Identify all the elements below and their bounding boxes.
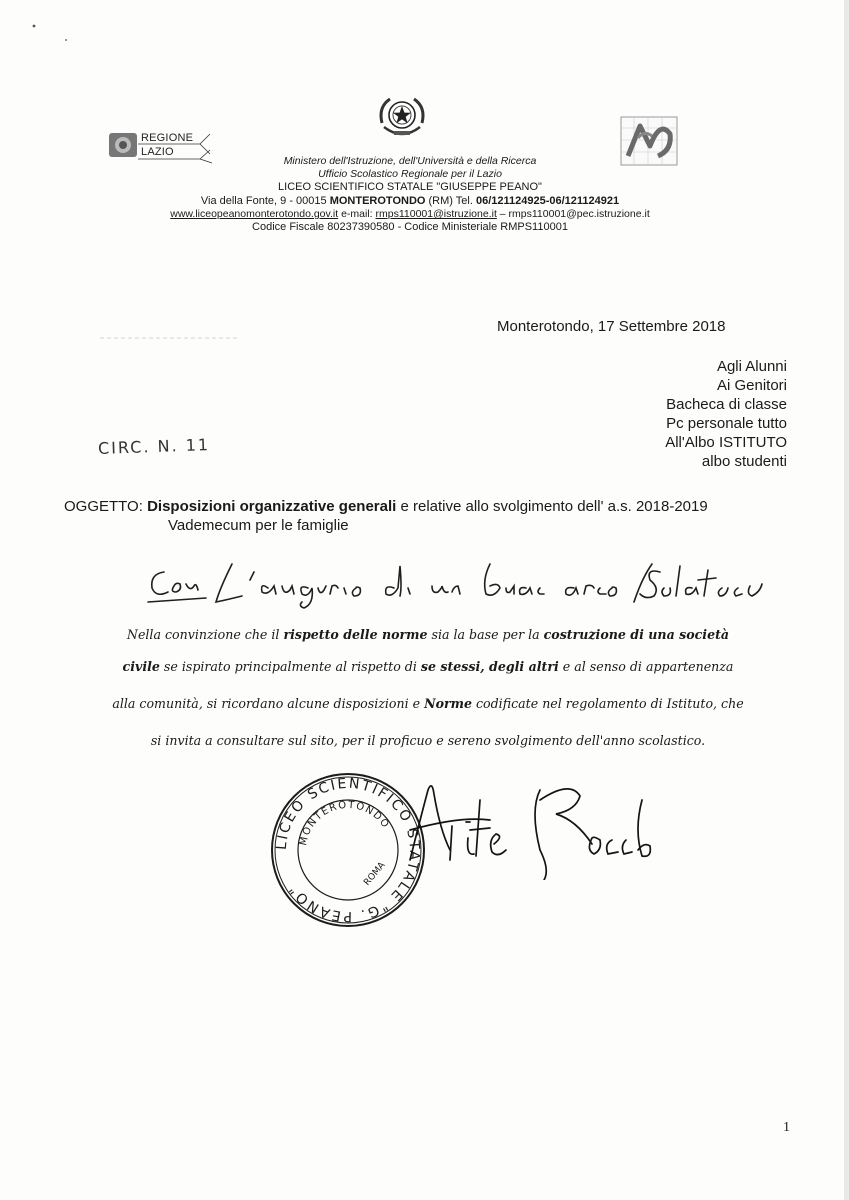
italian-republic-emblem-icon [376,93,428,141]
faint-scan-mark [100,328,240,344]
handwritten-wish [146,558,766,610]
scan-specks [30,22,70,52]
handwritten-signature [380,760,680,880]
recipient: Agli Alunni [716,358,787,375]
recipient: All'Albo ISTITUTO [665,434,787,451]
recipients-list [665,357,787,471]
stamp-inner-text: MONTEROTONDO [298,799,392,847]
subject-line: OGGETTO: Disposizioni organizzative generali e relative allo svolgimento dell' a.s. 2018-2019 [64,498,708,515]
subject-line-2: Vademecum per le famiglie [168,517,349,534]
subject-bold: Disposizioni organizzative generali [147,498,397,515]
email-link[interactable]: rmps110001@istruzione.it [375,208,497,220]
phone-number: 06/121124925-06/121124921 [475,195,620,207]
contact-line: www.liceopeanomonterotondo.gov.it e-mail: rmps110001@istruzione.it – rmps110001@pec.istruzione.it [170,208,650,220]
letter-date: Monterotondo, 17 Settembre 2018 [497,318,726,335]
svg-text:MONTEROTONDO [298,800,391,847]
pec-address: – rmps110001@pec.istruzione.it [496,208,650,220]
body-line: Nella convinzione che il rispetto delle norme sia la base per la costruzione di una società [126,627,730,642]
address-line: Via della Fonte, 9 - 00015 MONTEROTONDO (RM) Tel. 06/121124925-06/121124921 [200,195,620,207]
recipient: albo studenti [701,453,787,470]
stamp-city-text: ROMA [362,860,388,888]
ministry-line: Ministero dell'Istruzione, dell'Università e della Ricerca [283,155,537,167]
recipient: Ai Genitori [716,377,787,394]
codes-line: Codice Fiscale 80237390580 - Codice Ministeriale RMPS110001 [252,221,568,233]
body-line: alla comunità, si ricordano alcune disposizioni e Norme codificate nel regolamento di Istituto, che [112,696,744,711]
recipient: Bacheca di classe [666,396,787,413]
office-line: Ufficio Scolastico Regionale per il Lazio [318,168,502,180]
scan-edge [844,0,849,1200]
regione-label: REGIONE [141,132,194,144]
school-name: LICEO SCIENTIFICO STATALE "GIUSEPPE PEANO" [278,181,542,193]
recipient: Pc personale tutto [666,415,787,432]
stamp-outer-text: LICEO SCIENTIFICO STATALE "G. PEANO" [273,775,423,925]
body-line: si invita a consultare sul sito, per il proficuo e sereno svolgimento dell'anno scolastico. [150,733,706,748]
lazio-label: LAZIO [141,146,174,158]
circular-number-handwritten: CIRC. N. 11 [97,435,211,458]
subject-block [64,497,708,535]
website-link[interactable]: www.liceopeanomonterotondo.gov.it [170,208,339,220]
body-line: civile se ispirato principalmente al rispetto di se stessi, degli altri e al senso di appartenenza [122,659,734,674]
city-name: MONTEROTONDO [329,195,426,207]
page-number: 1 [783,1120,790,1135]
